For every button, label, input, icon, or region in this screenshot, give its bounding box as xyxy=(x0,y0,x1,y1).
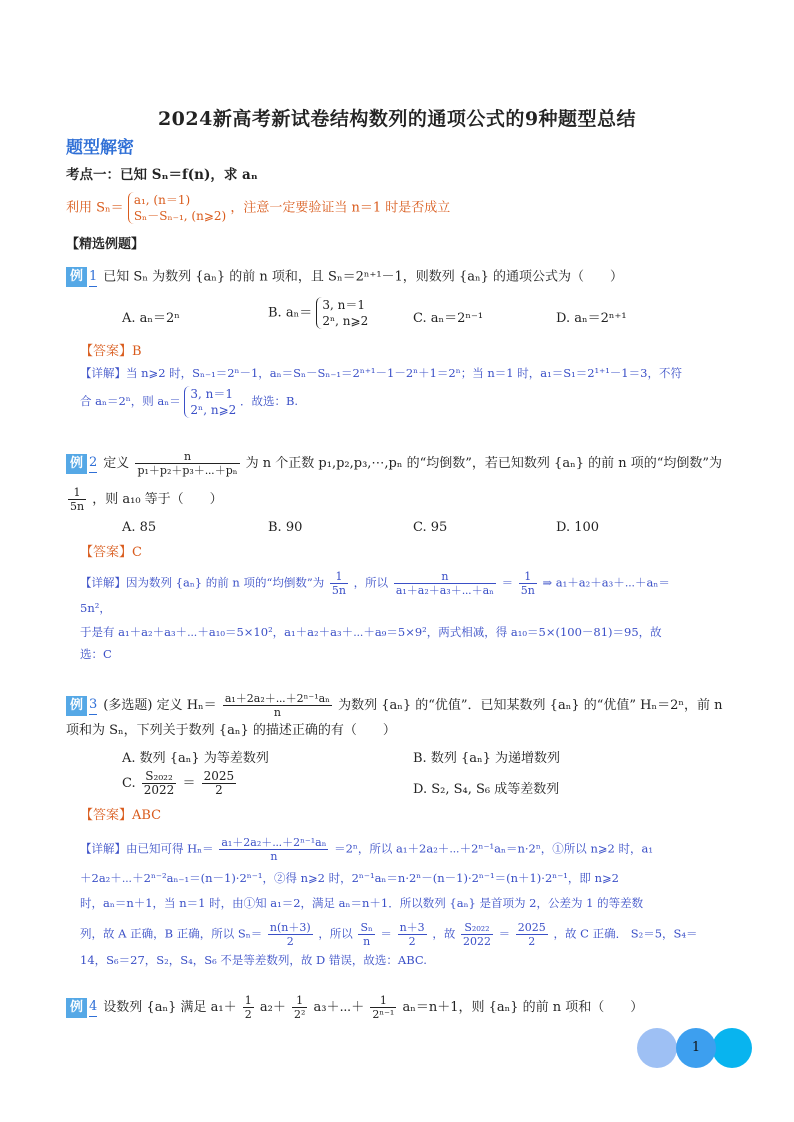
example-number: 1 xyxy=(89,268,97,287)
ex3-detail-post: ＝2ⁿ，所以 a₁＋2a₂＋⋯＋2ⁿ⁻¹aₙ＝n·2ⁿ，①所以 n⩾2 时，a₁ xyxy=(334,841,653,856)
method-case-2: Sₙ－Sₙ₋₁, (n⩾2) xyxy=(133,209,227,223)
ex3-d4-post: ，故 C 正确． S₂＝5，S₄＝ xyxy=(553,926,698,941)
method-suffix: ，注意一定要验证当 n＝1 时是否成立 xyxy=(230,200,451,216)
method-prefix: 利用 Sₙ＝ xyxy=(66,200,124,216)
fraction-denominator: n xyxy=(270,850,278,863)
fraction-numerator: n(n＋3) xyxy=(269,921,311,934)
ex3-option-c-frac-2 xyxy=(202,770,237,797)
ex2-detail-1 xyxy=(80,570,670,597)
ex3-d4-eq2: ＝ xyxy=(498,926,511,941)
ex2-fraction xyxy=(135,450,239,477)
example-1-text: 已知 Sₙ 为数列 {aₙ} 的前 n 项和，且 Sₙ＝2ⁿ⁺¹－1，则数列 {aₙ} 的通项公式为（ ） xyxy=(103,269,623,285)
ex3-detail-2: ＋2a₂＋⋯＋2ⁿ⁻²aₙ₋₁＝(n－1)·2ⁿ⁻¹，②得 n⩾2 时，2ⁿ⁻¹aₙ＝n·2ⁿ－(n－1)·2ⁿ⁻¹＝(n＋1)·2ⁿ⁻¹，即 n⩾2 xyxy=(80,871,619,885)
ex2-detail-frac-1 xyxy=(330,570,348,597)
ex1-option-b-case-1: 3, n＝1 xyxy=(322,298,365,312)
fraction-numerator: S₂₀₂₂ xyxy=(461,921,493,935)
ex4-frac-2 xyxy=(292,994,307,1021)
fraction-denominator: n xyxy=(273,706,281,719)
example-2-line-2 xyxy=(66,486,223,513)
ex2-option-b: B. 90 xyxy=(268,520,303,535)
fraction-numerator: n＋3 xyxy=(399,921,425,934)
ex3-option-a: A. 数列 {aₙ} 为等差数列 xyxy=(122,751,269,766)
fraction-numerator: 1 xyxy=(519,570,537,584)
ex3-d4-m2: ，故 xyxy=(432,926,456,941)
fraction-denominator: 2 xyxy=(286,935,294,948)
ex3-detail-frac xyxy=(219,836,328,863)
ex3-option-c-label: C. xyxy=(122,776,136,791)
ex2-answer: 【答案】C xyxy=(80,545,142,560)
ex2-detail-frac-3 xyxy=(519,570,537,597)
ex1-detail-case-1: 3, n＝1 xyxy=(190,387,234,401)
example-badge: 例 xyxy=(66,454,87,474)
ex3-d4-frac-1 xyxy=(268,921,313,948)
ex2-option-c: C. 95 xyxy=(413,520,448,535)
fraction-denominator: 2022 xyxy=(462,935,491,948)
ex1-option-b-case-2: 2ⁿ, n⩾2 xyxy=(322,314,369,328)
example-number: 2 xyxy=(89,454,97,473)
ex2-detail-eq: ＝ xyxy=(501,575,514,590)
ex1-detail-case-2: 2ⁿ, n⩾2 xyxy=(190,403,237,417)
ex1-option-a: A. aₙ＝2ⁿ xyxy=(122,311,180,326)
ex1-option-c: C. aₙ＝2ⁿ⁻¹ xyxy=(413,311,484,326)
example-2-stem xyxy=(66,450,722,477)
fraction-denominator: n xyxy=(363,935,371,948)
ex1-detail-1: 【详解】当 n⩾2 时，Sₙ₋₁＝2ⁿ－1，aₙ＝Sₙ－Sₙ₋₁＝2ⁿ⁺¹－1－2ⁿ＋1＝2ⁿ；当 n＝1 时，a₁＝S₁＝2¹⁺¹－1＝3，不符 xyxy=(80,366,682,380)
ex4-m2: a₃＋⋯＋ xyxy=(313,1000,365,1015)
ex2-detail-mid: ，所以 xyxy=(353,575,389,590)
ex3-option-b: B. 数列 {aₙ} 为递增数列 xyxy=(413,751,560,766)
fraction-numerator: 2025 xyxy=(517,921,546,934)
ex3-option-c-frac-1 xyxy=(142,770,177,797)
ex3-detail-4 xyxy=(80,921,698,948)
method-note xyxy=(66,192,450,224)
ex1-option-d: D. aₙ＝2ⁿ⁺¹ xyxy=(556,311,627,326)
fraction-numerator: 1 xyxy=(370,994,396,1008)
ex1-answer: 【答案】B xyxy=(80,344,142,359)
fraction-denominator: 2ⁿ⁻¹ xyxy=(372,1008,395,1021)
ex2-detail-4: 选：C xyxy=(80,647,112,661)
fraction-numerator: 1 xyxy=(330,570,348,584)
fraction-denominator: 2 xyxy=(215,783,223,797)
fraction-numerator: S₂₀₂₂ xyxy=(142,770,177,784)
ex1-option-b-cases xyxy=(316,297,368,329)
example-badge: 例 xyxy=(66,696,87,716)
ex3-answer: 【答案】ABC xyxy=(80,808,162,823)
ex2-detail-post: ⇒ a₁＋a₂＋a₃＋⋯＋aₙ＝ xyxy=(542,575,670,590)
ex1-detail-2-post: ．故选：B. xyxy=(239,394,299,408)
ex2-detail-pre: 【详解】因为数列 {aₙ} 的前 n 项的“均倒数”为 xyxy=(80,575,325,590)
method-case-1: a₁, (n＝1) xyxy=(133,193,191,207)
ex3-detail-5: 14，S₆＝27，S₂，S₄，S₆ 不是等差数列，故 D 错误，故选：ABC. xyxy=(80,953,427,967)
example-1-stem xyxy=(66,267,623,288)
example-3-stem xyxy=(66,692,723,719)
ex1-option-b xyxy=(268,297,368,329)
ex3-d4-pre: 列，故 A 正确，B 正确，所以 Sₙ＝ xyxy=(80,926,263,941)
ex3-d4-frac-3 xyxy=(398,921,427,948)
ex3-fraction xyxy=(223,692,332,719)
ex4-stem-pre: 设数列 {aₙ} 满足 a₁＋ xyxy=(103,1000,237,1015)
example-4-stem xyxy=(66,994,643,1021)
example-number: 4 xyxy=(89,998,97,1017)
section-heading: 题型解密 xyxy=(66,138,134,158)
fraction-denominator: 5n xyxy=(70,500,85,513)
ex4-frac-3 xyxy=(370,994,396,1021)
fraction-numerator: a₁＋2a₂＋⋯＋2ⁿ⁻¹aₙ xyxy=(224,692,330,705)
ex2-stem-post: 为 n 个正数 p₁,p₂,p₃,⋯,pₙ 的“均倒数”，若已知数列 {aₙ} 的前 n 项的“均倒数”为 xyxy=(245,456,723,471)
ex2-option-a: A. 85 xyxy=(122,520,157,535)
fraction-denominator: 2 xyxy=(408,935,416,948)
fraction-numerator: n xyxy=(135,450,239,464)
ex2-line-2-text: ，则 a₁₀ 等于（ ） xyxy=(92,492,223,507)
fraction-denominator: p₁＋p₂＋p₃＋⋯＋pₙ xyxy=(137,464,238,477)
page-number: 1 xyxy=(691,1040,701,1055)
fraction-numerator: 1 xyxy=(244,994,252,1007)
fraction-denominator: 2 xyxy=(244,1008,252,1021)
fraction-denominator: 2² xyxy=(293,1008,306,1021)
ex2-stem-pre: 定义 xyxy=(103,456,130,471)
fraction-numerator: a₁＋2a₂＋⋯＋2ⁿ⁻¹aₙ xyxy=(221,836,327,849)
fraction-denominator: 5n xyxy=(520,584,535,597)
ex2-detail-2: 5n²， xyxy=(80,601,111,615)
example-badge: 例 xyxy=(66,267,87,287)
ex3-detail-pre: 【详解】由已知可得 Hₙ＝ xyxy=(80,841,214,856)
ex2-option-d: D. 100 xyxy=(556,520,600,535)
ex3-d4-frac-4 xyxy=(461,921,493,948)
ex3-d4-frac-5 xyxy=(516,921,548,948)
picked-examples-label: 【精选例题】 xyxy=(66,237,145,252)
ex3-d4-frac-2 xyxy=(358,921,374,948)
fraction-numerator: 1 xyxy=(292,994,307,1008)
ex3-d4-m1: ，所以 xyxy=(318,926,353,941)
ex3-option-d: D. S₂, S₄, S₆ 成等差数列 xyxy=(413,782,560,797)
footer-circle-cyan xyxy=(712,1028,752,1068)
ex1-detail-2 xyxy=(80,386,298,418)
example-3-line-2: 项和为 Sₙ，下列关于数列 {aₙ} 的描述正确的有（ ） xyxy=(66,723,396,738)
topic-heading: 考点一：已知 Sₙ＝f(n)，求 aₙ xyxy=(66,167,258,183)
ex4-frac-1 xyxy=(243,994,254,1021)
ex1-detail-cases xyxy=(184,386,236,418)
fraction-denominator: a₁＋a₂＋a₃＋⋯＋aₙ xyxy=(395,584,494,597)
ex3-detail-1 xyxy=(80,836,653,863)
ex4-stem-post: aₙ＝n＋1，则 {aₙ} 的前 n 项和（ ） xyxy=(402,1000,644,1015)
ex3-stem-post: 为数列 {aₙ} 的“优值”．已知某数列 {aₙ} 的“优值” Hₙ＝2ⁿ，前 n xyxy=(338,698,723,713)
fraction-numerator: n xyxy=(394,570,496,584)
ex3-detail-3: 时，aₙ＝n＋1，当 n＝1 时，由①知 a₁＝2，满足 aₙ＝n＋1．所以数列 {aₙ} 是首项为 2，公差为 1 的等差数 xyxy=(80,896,644,910)
ex1-option-b-label: B. aₙ＝ xyxy=(268,305,313,321)
fraction-numerator: 1 xyxy=(68,486,86,500)
fraction-denominator: 2 xyxy=(528,935,536,948)
example-number: 3 xyxy=(89,696,97,715)
ex3-option-c xyxy=(122,770,238,797)
fraction-denominator: 2022 xyxy=(143,783,175,797)
ex4-m1: a₂＋ xyxy=(259,1000,286,1015)
ex2-detail-frac-2 xyxy=(394,570,496,597)
footer-circle-light xyxy=(637,1028,677,1068)
document-title: 2024新高考新试卷结构数列的通项公式的9种题型总结 xyxy=(157,108,637,130)
ex3-stem-pre: (多选题) 定义 Hₙ＝ xyxy=(103,698,217,713)
fraction-numerator: Sₙ xyxy=(360,921,373,934)
ex3-d4-eq: ＝ xyxy=(380,926,392,941)
ex2-detail-3: 于是有 a₁＋a₂＋a₃＋⋯＋a₁₀＝5×10²，a₁＋a₂＋a₃＋⋯＋a₉＝5×9²，两式相减，得 a₁₀＝5×(100－81)＝95，故 xyxy=(80,625,662,639)
example-badge: 例 xyxy=(66,998,87,1018)
method-cases xyxy=(128,192,226,224)
ex3-option-c-eq: ＝ xyxy=(182,776,196,791)
ex2-fraction-2 xyxy=(68,486,86,513)
ex1-detail-2-pre: 合 aₙ＝2ⁿ，则 aₙ＝ xyxy=(80,394,181,408)
fraction-numerator: 2025 xyxy=(203,769,235,783)
fraction-denominator: 5n xyxy=(331,584,346,597)
